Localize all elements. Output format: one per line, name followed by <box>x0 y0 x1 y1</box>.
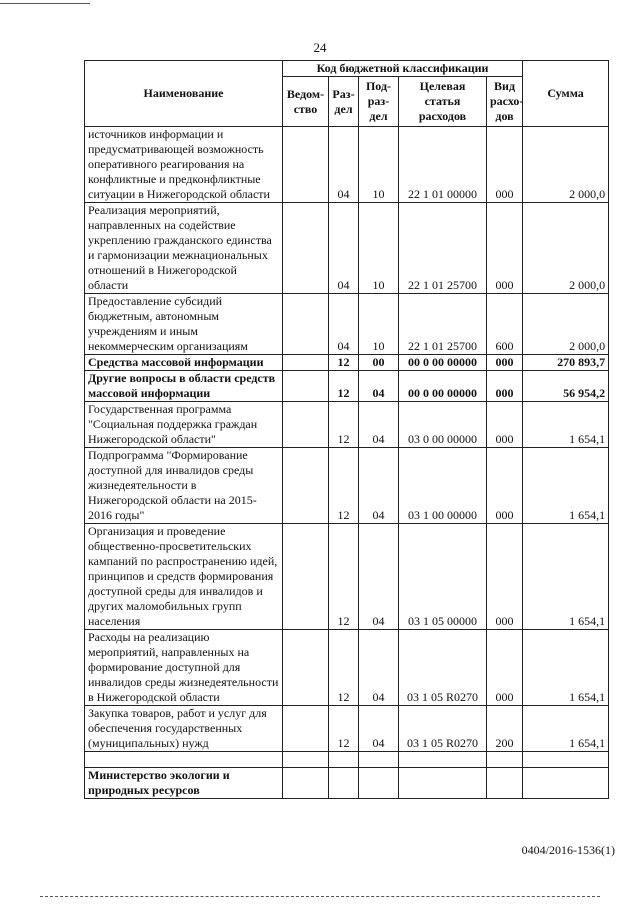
cell-podrazdel <box>359 752 399 768</box>
cell-celevaya: 22 1 01 25700 <box>399 294 487 355</box>
cell-podrazdel: 04 <box>359 524 399 630</box>
cell-celevaya <box>399 752 487 768</box>
table-row <box>85 752 609 768</box>
cell-razdel <box>329 752 359 768</box>
cell-vedom <box>283 203 329 294</box>
cell-celevaya: 03 1 05 00000 <box>399 524 487 630</box>
cell-summa: 2 000,0 <box>523 203 609 294</box>
cell-razdel: 12 <box>329 630 359 706</box>
cell-razdel: 04 <box>329 127 359 203</box>
table-row <box>85 524 609 630</box>
cell-summa: 1 654,1 <box>523 402 609 448</box>
cell-celevaya: 00 0 00 00000 <box>399 371 487 402</box>
cell-vid: 000 <box>487 402 523 448</box>
cell-razdel <box>329 768 359 799</box>
cell-summa <box>523 768 609 799</box>
header-razdel: Раз-дел <box>329 77 359 127</box>
cell-celevaya <box>399 768 487 799</box>
cell-summa <box>523 752 609 768</box>
table-row <box>85 355 609 371</box>
table-row <box>85 371 609 402</box>
cell-razdel: 12 <box>329 355 359 371</box>
cell-vedom <box>283 630 329 706</box>
cell-celevaya: 22 1 01 25700 <box>399 203 487 294</box>
cell-name: Министерство экологии и природных ресурсов <box>85 768 283 799</box>
cell-razdel: 12 <box>329 448 359 524</box>
cell-podrazdel: 04 <box>359 630 399 706</box>
cell-podrazdel: 10 <box>359 203 399 294</box>
cell-razdel: 12 <box>329 706 359 752</box>
header-vid: Вид расхо-дов <box>487 77 523 127</box>
table-row <box>85 402 609 448</box>
header-classification-group: Код бюджетной классификации <box>283 61 523 77</box>
header-vedom: Ведом-ство <box>283 77 329 127</box>
cell-podrazdel: 04 <box>359 402 399 448</box>
table-row <box>85 706 609 752</box>
cell-celevaya: 22 1 01 00000 <box>399 127 487 203</box>
cell-vedom <box>283 371 329 402</box>
header-name: Наименование <box>85 61 283 127</box>
cell-name: Другие вопросы в области средств массовой информации <box>85 371 283 402</box>
cell-podrazdel <box>359 768 399 799</box>
cell-celevaya: 03 0 00 00000 <box>399 402 487 448</box>
cell-vedom <box>283 768 329 799</box>
table-row <box>85 630 609 706</box>
table-row <box>85 203 609 294</box>
cell-vedom <box>283 706 329 752</box>
cell-podrazdel: 00 <box>359 355 399 371</box>
cell-podrazdel: 10 <box>359 294 399 355</box>
cell-razdel: 12 <box>329 371 359 402</box>
cell-vid: 000 <box>487 524 523 630</box>
cell-vedom <box>283 355 329 371</box>
cell-summa: 2 000,0 <box>523 294 609 355</box>
table-row <box>85 294 609 355</box>
header-celevaya: Целевая статья расходов <box>399 77 487 127</box>
cell-vid: 000 <box>487 127 523 203</box>
cell-vid: 600 <box>487 294 523 355</box>
cell-celevaya: 00 0 00 00000 <box>399 355 487 371</box>
document-code: 0404/2016-1536(1) <box>521 843 615 857</box>
cell-celevaya: 03 1 05 R0270 <box>399 706 487 752</box>
table-row <box>85 448 609 524</box>
cell-razdel: 12 <box>329 524 359 630</box>
cell-vedom <box>283 402 329 448</box>
scan-edge-bottom <box>40 896 600 897</box>
cell-vid: 200 <box>487 706 523 752</box>
cell-vid: 000 <box>487 448 523 524</box>
cell-name: источников информации и предусматривающей возможность оперативного реагирования на конфликтные и предконфликтные ситуации в Нижегородской области <box>85 127 283 203</box>
scan-edge-top <box>0 3 90 4</box>
cell-name: Предоставление субсидий бюджетным, автономным учреждениям и иным некоммерческим организациям <box>85 294 283 355</box>
cell-vid <box>487 768 523 799</box>
cell-name: Организация и проведение общественно-просветительских кампаний по распространению идей, принципов и средств формирования доступной среды для инвалидов и других маломобильных групп населения <box>85 524 283 630</box>
cell-name: Расходы на реализацию мероприятий, направленных на формирование доступной для инвалидов среды жизнедеятельности в Нижегородской области <box>85 630 283 706</box>
cell-razdel: 04 <box>329 294 359 355</box>
cell-summa: 270 893,7 <box>523 355 609 371</box>
cell-celevaya: 03 1 05 R0270 <box>399 630 487 706</box>
cell-vid: 000 <box>487 355 523 371</box>
cell-razdel: 12 <box>329 402 359 448</box>
budget-table <box>84 60 609 799</box>
cell-celevaya: 03 1 00 00000 <box>399 448 487 524</box>
cell-vedom <box>283 752 329 768</box>
cell-vid: 000 <box>487 203 523 294</box>
cell-razdel: 04 <box>329 203 359 294</box>
cell-name: Закупка товаров, работ и услуг для обеспечения государственных (муниципальных) нужд <box>85 706 283 752</box>
cell-summa: 1 654,1 <box>523 630 609 706</box>
cell-name: Подпрограмма "Формирование доступной для инвалидов среды жизнедеятельности в Нижегородской области на 2015-2016 годы" <box>85 448 283 524</box>
cell-name: Средства массовой информации <box>85 355 283 371</box>
cell-podrazdel: 04 <box>359 448 399 524</box>
cell-podrazdel: 10 <box>359 127 399 203</box>
cell-vedom <box>283 448 329 524</box>
table-row <box>85 768 609 799</box>
cell-summa: 1 654,1 <box>523 524 609 630</box>
cell-summa: 2 000,0 <box>523 127 609 203</box>
cell-vedom <box>283 524 329 630</box>
cell-vedom <box>283 294 329 355</box>
cell-vid <box>487 752 523 768</box>
header-podrazdel: Под-раз-дел <box>359 77 399 127</box>
cell-name: Государственная программа "Социальная поддержка граждан Нижегородской области" <box>85 402 283 448</box>
cell-vedom <box>283 127 329 203</box>
cell-name: Реализация мероприятий, направленных на содействие укреплению гражданского единства и гармонизации межнациональных отношений в Нижегородской области <box>85 203 283 294</box>
cell-podrazdel: 04 <box>359 706 399 752</box>
cell-summa: 1 654,1 <box>523 706 609 752</box>
cell-vid: 000 <box>487 371 523 402</box>
table-row <box>85 127 609 203</box>
cell-podrazdel: 04 <box>359 371 399 402</box>
cell-vid: 000 <box>487 630 523 706</box>
page-number: 24 <box>313 40 327 55</box>
cell-summa: 56 954,2 <box>523 371 609 402</box>
cell-name <box>85 752 283 768</box>
cell-summa: 1 654,1 <box>523 448 609 524</box>
header-summa: Сумма <box>523 61 609 127</box>
